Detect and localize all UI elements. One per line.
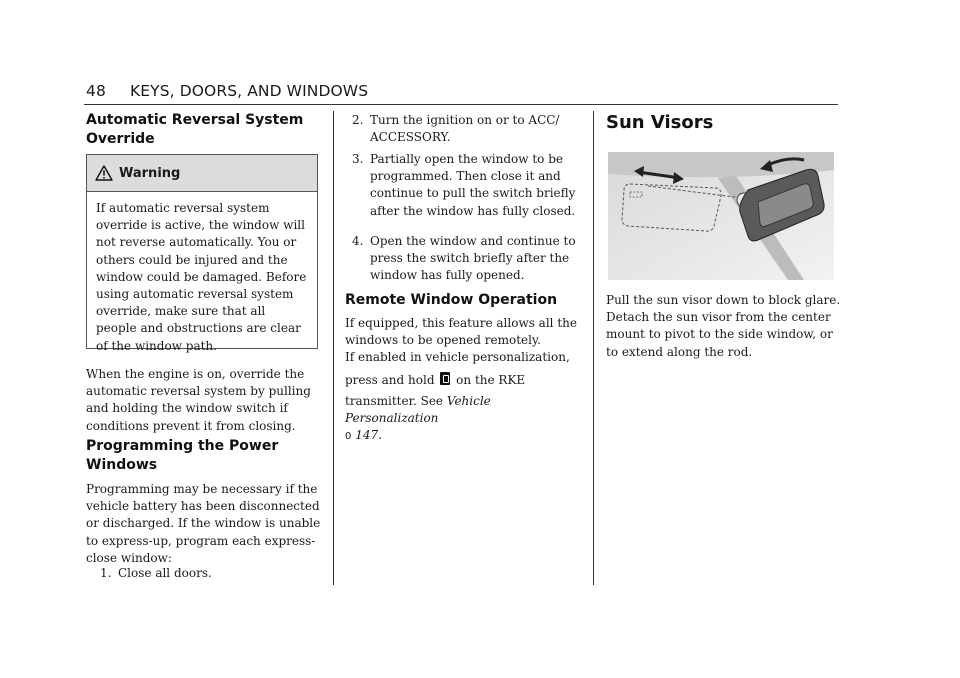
warning-box bbox=[86, 154, 318, 353]
sun-visor-illustration bbox=[608, 152, 834, 280]
xref-page[interactable]: 147 bbox=[355, 428, 379, 443]
remote-text-2: If enabled in vehicle personalization, bbox=[345, 350, 570, 365]
warning-title: Warning bbox=[119, 165, 181, 181]
section-title: KEYS, DOORS, AND WINDOWS bbox=[130, 82, 369, 100]
xref-title[interactable]: Vehicle Personalization bbox=[345, 393, 491, 426]
step-text: Partially open the window to be programmed. Then close it and continue to pull the switch briefly after the window has fully closed. bbox=[370, 152, 576, 218]
remote-text-4: transmitter. See Vehicle Personalization bbox=[345, 393, 491, 426]
heading-auto-reversal: Automatic Reversal System Override bbox=[86, 112, 304, 147]
step-text: Open the window and continue to press the switch briefly after the window has fully opened. bbox=[370, 234, 576, 283]
page-number: 48 bbox=[86, 82, 106, 100]
heading-programming: Programming the Power Windows bbox=[86, 438, 279, 473]
para-programming: Programming may be necessary if the vehicle battery has been disconnected or discharged. If the window is unable to express-up, program each express-close window: bbox=[86, 482, 321, 565]
column-divider-2 bbox=[593, 111, 594, 585]
remote-paragraph bbox=[345, 315, 585, 445]
heading-remote-window: Remote Window Operation bbox=[345, 292, 558, 308]
step-3 bbox=[352, 151, 584, 223]
step-4 bbox=[352, 233, 584, 287]
warning-triangle-icon bbox=[95, 165, 113, 181]
remote-text-1: If equipped, this feature allows all the windows to be opened remotely. bbox=[345, 316, 577, 348]
step-number: 3. bbox=[352, 152, 364, 166]
header-divider bbox=[84, 104, 838, 105]
warning-header bbox=[87, 155, 317, 192]
step-number: 4. bbox=[352, 234, 364, 248]
para-engine-on: When the engine is on, override the automatic reversal system by pulling and holding the window switch if conditions prevent it from closing. bbox=[86, 367, 311, 433]
step-2 bbox=[352, 112, 584, 148]
step-number: 2. bbox=[352, 113, 364, 127]
heading-sun-visors: Sun Visors bbox=[606, 112, 714, 133]
step-number: 1. bbox=[100, 566, 112, 580]
column-divider-1 bbox=[333, 111, 334, 585]
xref-line: 0 147. bbox=[345, 428, 382, 443]
warning-text: If automatic reversal system override is active, the window will not reverse automatically. You or others could be injured and the window could be damaged. Before using automatic reversal system override, make sure that all people and obstructions are clear of the window path. bbox=[96, 201, 307, 353]
remote-text-3: press and hold on the RKE bbox=[345, 372, 526, 387]
step-text: Close all doors. bbox=[118, 566, 212, 580]
step-text: Turn the ignition on or to ACC/ ACCESSORY. bbox=[370, 113, 560, 145]
rke-unlock-key-icon bbox=[440, 372, 450, 385]
step-1 bbox=[100, 565, 320, 583]
page-header bbox=[86, 82, 368, 100]
sun-visor-paragraph: Pull the sun visor down to block glare. Detach the sun visor from the center mount to pivot to the side window, or to extend along the rod. bbox=[606, 293, 841, 359]
page-reference-icon: 0 bbox=[345, 431, 352, 443]
